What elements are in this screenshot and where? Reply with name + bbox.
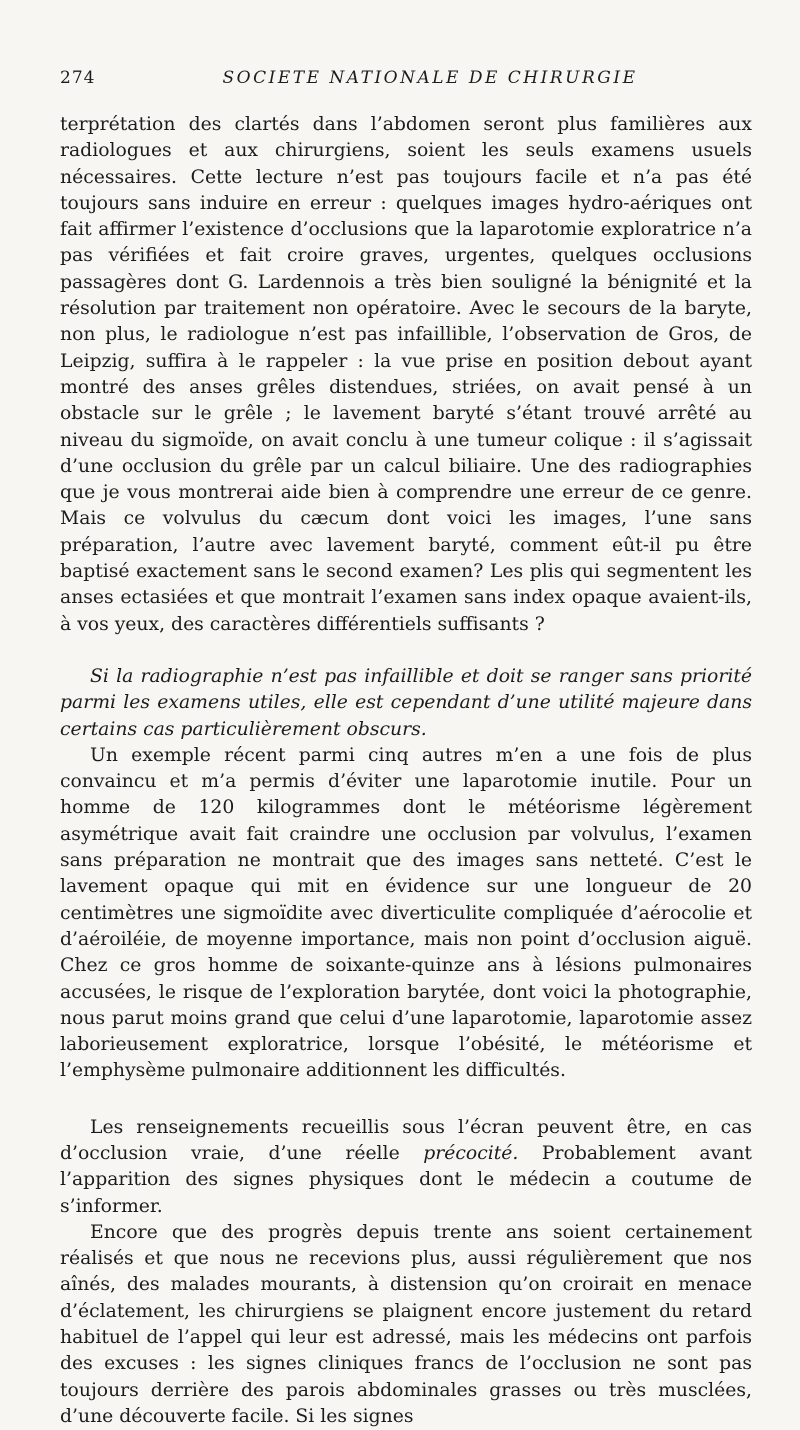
paragraph — [60, 1115, 752, 1220]
body-text — [60, 112, 752, 1430]
page-header — [60, 66, 760, 96]
paragraph: terprétation des clartés dans l’abdomen seront plus familières aux radiologues et aux chirurgiens, soient les seuls examens usuels nécessaires. Cette lecture n’est pas toujours facile et n’a pas été toujours sans induire en erreur : quelques images hydro-aériques ont fait affirmer l’existence d’occlusions que la laparotomie exploratrice n’a pas vérifiées et fait croire graves, urgentes, quelques occlusions passagères dont G. Lardennois a très bien souligné la bénignité et la résolution par traitement non opératoire. Avec le secours de la baryte, non plus, le radiologue n’est pas infaillible, l’observation de Gros, de Leipzig, suffira à le rappeler : la vue prise en position debout ayant montré des anses grêles distendues, striées, on avait pensé à un obstacle sur le grêle ; le lavement baryté s’étant trouvé arrêté au niveau du sigmoïde, on avait conclu à une tumeur colique : il s’agissait d’une occlusion du grêle par un calcul biliaire. Une des radiographies que je vous montrerai aide bien à comprendre une erreur de ce genre. Mais ce volvulus du cæcum dont voici les images, l’une sans préparation, l’autre avec lavement baryté, comment eût-il pu être baptisé exactement sans le second examen? Les plis qui segmentent les anses ectasiées et que montrait l’examen sans index opaque avaient-ils, à vos yeux, des caractères différentiels suffisants ? — [60, 114, 752, 635]
paragraph-text: Les renseignements recueillis sous l’écran peuvent être, en cas d’occlusion vraie, d’une réelle — [60, 1116, 752, 1164]
paragraph-italic-statement: Si la radiographie n’est pas infaillible et doit se ranger sans priorité parmi les examens utiles, elle est cependant d’une utilité majeure dans certains cas particulièrement obscurs. — [60, 665, 752, 740]
paragraph: Un exemple récent parmi cinq autres m’en a une fois de plus convaincu et m’a permis d’éviter une laparotomie inutile. Pour un homme de 120 kilogrammes dont le météorisme légèrement asymétrique avait fait craindre une occlusion par volvulus, l’examen sans préparation ne montrait que des images sans netteté. C’est le lavement opaque qui mit en évidence sur une longueur de 20 centimètres une sigmoïdite avec diverticulite compliquée d’aérocolie et d’aéroiléie, de moyenne importance, mais non point d’occlusion aiguë. Chez ce gros homme de soixante-quinze ans à lésions pulmonaires accusées, le risque de l’exploration barytée, dont voici la photographie, nous parut moins grand que celui d’une laparotomie, laparotomie assez laborieusement exploratrice, lorsque l’obésité, le météorisme et l’emphysème pulmonaire additionnent les difficultés. — [60, 744, 752, 1082]
emphasis: précocité. — [423, 1142, 519, 1164]
running-title: SOCIETE NATIONALE DE CHIRURGIE — [222, 68, 638, 88]
page-number: 274 — [60, 68, 96, 88]
paragraph: Encore que des progrès depuis trente ans soient certainement réalisés et que nous ne recevions plus, aussi régulièrement que nos aînés, des malades mourants, à distension qu’on croirait en menace d’éclatement, les chirurgiens se plaignent encore justement du retard habituel de l’appel qui leur est adressé, mais les médecins ont parfois des excuses : les signes cliniques francs de l’occlusion ne sont pas toujours derrière des parois abdominales grasses ou très musclées, d’une découverte facile. Si les signes — [60, 1221, 752, 1427]
paragraph-text: Probablement avant l’apparition des signes physiques dont le médecin a coutume de s’informer. — [60, 1142, 752, 1217]
